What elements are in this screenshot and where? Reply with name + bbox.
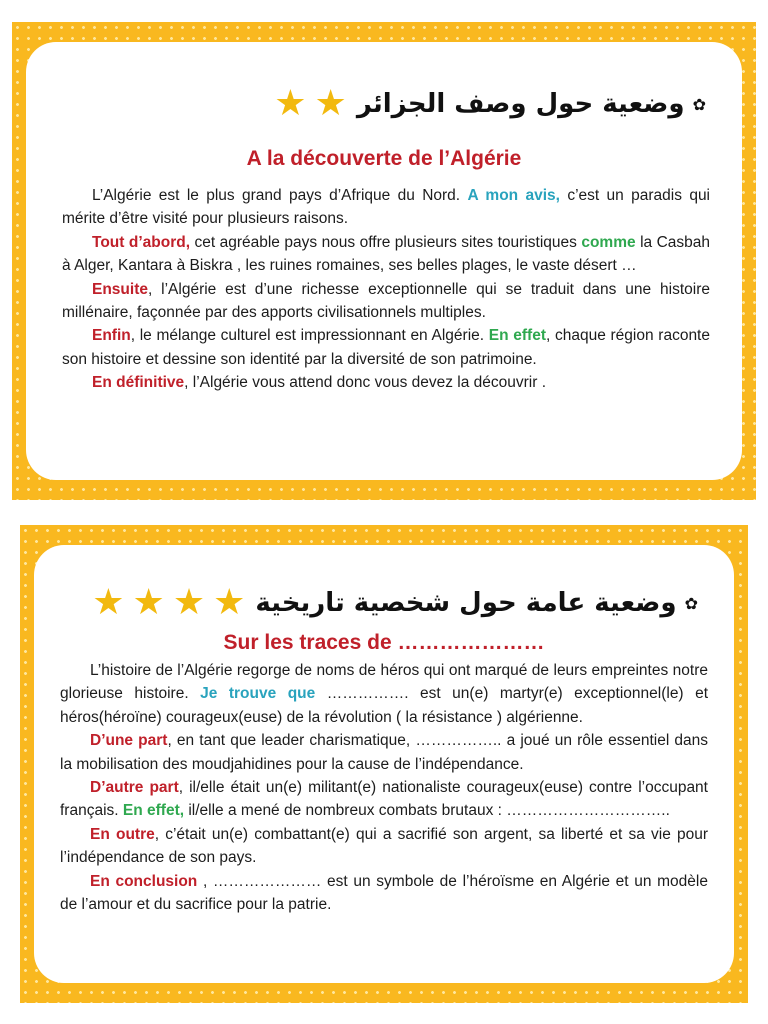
paragraph: Ensuite, l’Algérie est d’une richesse exceptionnelle qui se traduit dans une histoire millénaire, façonnée par des apports civilisationnels multiples. bbox=[62, 280, 710, 322]
star-icon: ★ bbox=[132, 582, 165, 623]
star-icon: ★ bbox=[92, 582, 125, 623]
connector-word: En effet bbox=[488, 327, 546, 345]
connector-word: En définitive bbox=[92, 374, 185, 392]
connector-word: En conclusion bbox=[90, 872, 198, 890]
connector-word: Ensuite bbox=[92, 280, 148, 298]
card-header bbox=[92, 582, 698, 623]
connector-word: Enfin bbox=[92, 327, 131, 345]
star-icon: ★ bbox=[274, 83, 307, 124]
card-header bbox=[274, 83, 706, 124]
connector-word: Tout d’abord, bbox=[92, 233, 191, 251]
card-algeria-description bbox=[12, 22, 756, 500]
flower-bullet-icon: ✿ bbox=[684, 593, 698, 613]
star-icon: ★ bbox=[314, 83, 347, 124]
paragraph: D’une part, en tant que leader charismatique, …………….. a joué un rôle essentiel dans la mobilisation des moudjahidines pour la cause de l’indépendance. bbox=[60, 732, 708, 773]
paragraph: En outre, c’était un(e) combattant(e) qui a sacrifié son argent, sa liberté et sa vie pour l’indépendance de son pays. bbox=[60, 825, 709, 867]
connector-word: comme bbox=[581, 233, 636, 251]
card-historical-figure bbox=[20, 525, 748, 1003]
paragraph: L’Algérie est le plus grand pays d’Afrique du Nord. A mon avis, c’est un paradis qui mérite d’être visité pour plusieurs raisons. bbox=[62, 187, 711, 228]
connector-word: Je trouve que bbox=[200, 685, 316, 703]
star-icon: ★ bbox=[213, 582, 246, 623]
connector-word: D’une part bbox=[90, 732, 168, 750]
card-title: Sur les traces de ………………… bbox=[223, 631, 545, 654]
rating-stars bbox=[274, 83, 347, 124]
card-body bbox=[60, 659, 708, 916]
flower-bullet-icon: ✿ bbox=[692, 94, 706, 114]
connector-word: D’autre part bbox=[90, 779, 179, 797]
paragraph: L’histoire de l’Algérie regorge de noms de héros qui ont marqué de leurs empreintes notre glorieuse histoire. Je trouve que ……………. est un(e) martyr(e) exceptionnel(le) et héros(héroïne) courageux(euse) de la révolution ( la résistance ) algérienne. bbox=[60, 662, 708, 726]
paragraph: Enfin, le mélange culturel est impressionnant en Algérie. En effet, chaque région raconte son histoire et dessine son identité par la diversité de son patrimoine. bbox=[62, 327, 710, 368]
star-icon: ★ bbox=[172, 582, 206, 623]
connector-word: A mon avis, bbox=[467, 187, 560, 204]
card-title: A la découverte de l’Algérie bbox=[246, 147, 522, 170]
paragraph: En conclusion , ………………… est un symbole de l’héroïsme en Algérie et un modèle de l’amour et du sacrifice pour la patrie. bbox=[60, 872, 708, 914]
paragraph: D’autre part, il/elle était un(e) militant(e) nationaliste courageux(euse) contre l’occupant français. En effet, il/elle a mené de nombreux combats brutaux : ………………………….. bbox=[60, 779, 708, 820]
arabic-heading: وضعية عامة حول شخصية تاريخية bbox=[255, 588, 677, 618]
arabic-heading: وضعية حول وصف الجزائر bbox=[356, 89, 685, 119]
paragraph: Tout d’abord, cet agréable pays nous offre plusieurs sites touristiques comme la Casbah à Alger, Kantara à Biskra , les ruines romaines, ses belles plages, le vaste désert … bbox=[62, 233, 711, 275]
connector-word: En outre bbox=[90, 825, 155, 843]
rating-stars bbox=[92, 582, 246, 623]
paragraph: En définitive, l’Algérie vous attend donc vous devez la découvrir . bbox=[92, 374, 547, 392]
card-body bbox=[62, 184, 710, 395]
connector-word: En effet, bbox=[122, 802, 185, 820]
